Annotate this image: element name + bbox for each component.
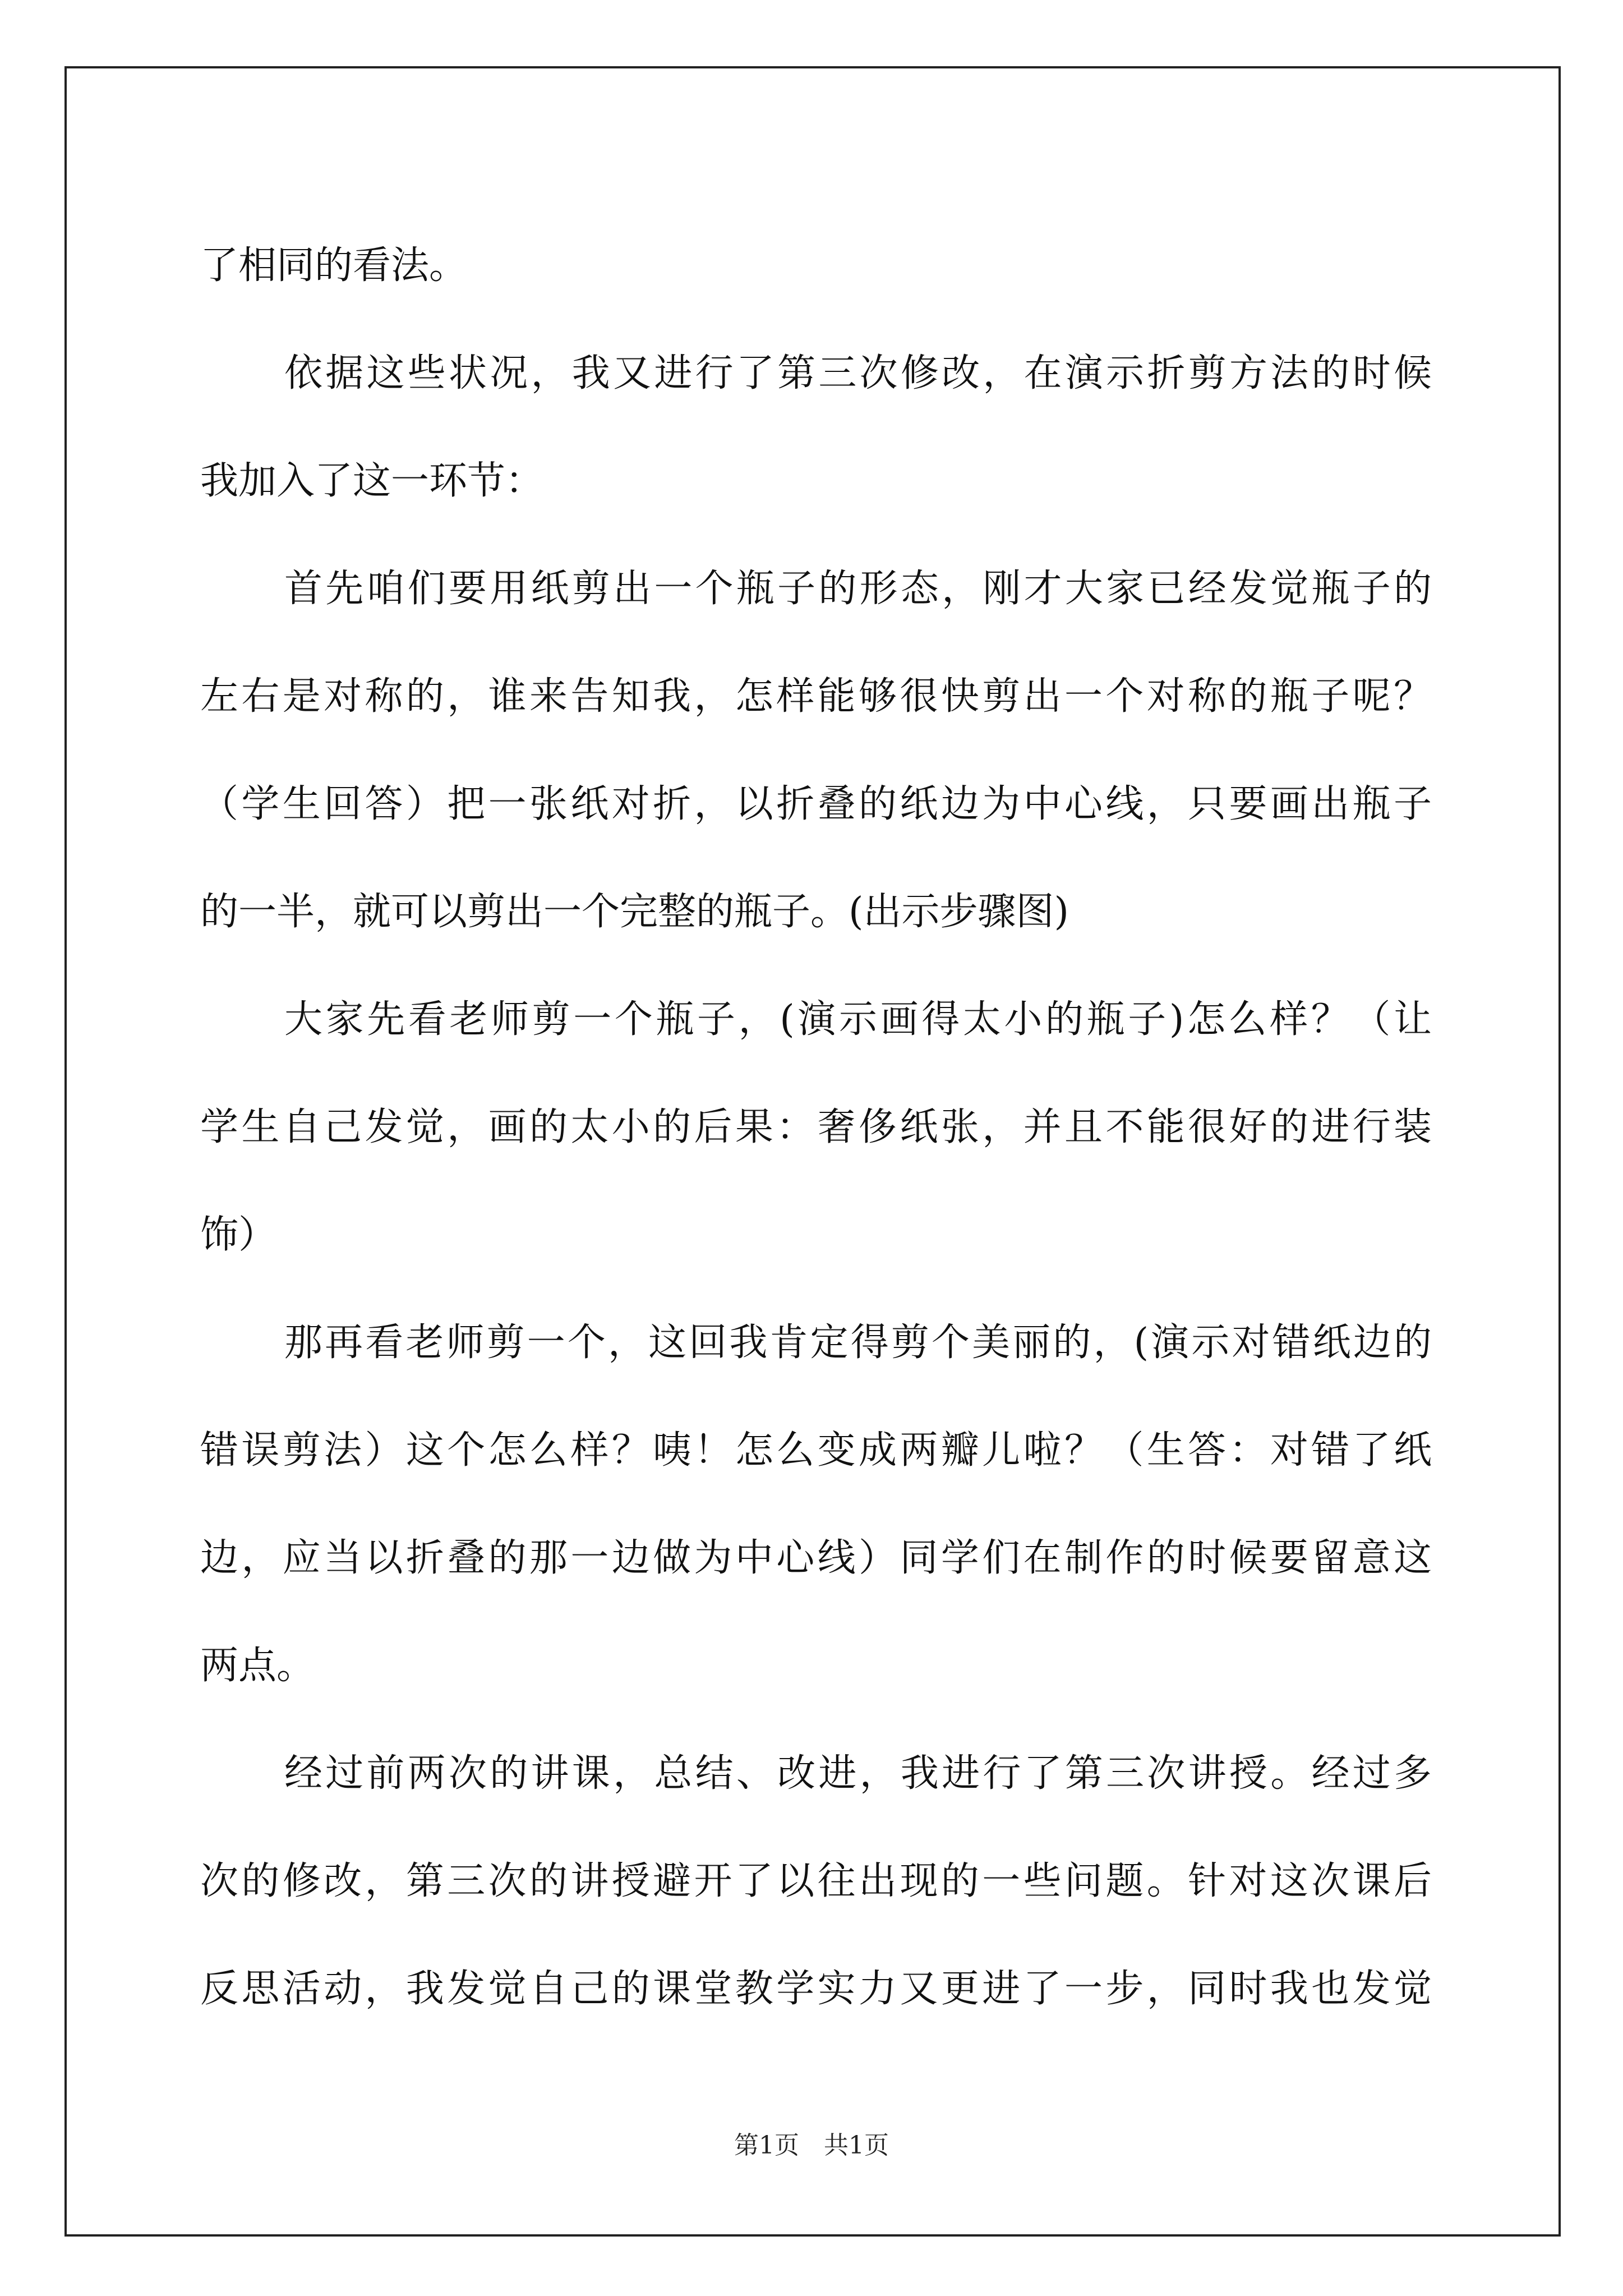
- text-line: 饰）: [200, 1213, 277, 1257]
- text-line: 反思活动，我发觉自己的课堂教学实力又更进了一步，同时我也发觉: [200, 1967, 1432, 2011]
- text-line: 依据这些状况，我又进行了第三次修改，在演示折剪方法的时候: [284, 351, 1432, 395]
- text-line: 边，应当以折叠的那一边做为中心线）同学们在制作的时候要留意这: [200, 1536, 1432, 1580]
- text-line: 了相同的看法。: [200, 243, 468, 288]
- text-line: 错误剪法）这个怎么样？咦！怎么变成两瓣儿啦？（生答：对错了纸: [200, 1428, 1432, 1473]
- text-line: 次的修改，第三次的讲授避开了以往出现的一些问题。针对这次课后: [200, 1859, 1432, 1903]
- text-line: 学生自己发觉，画的太小的后果：奢侈纸张，并且不能很好的进行装: [200, 1105, 1432, 1149]
- text-line: 大家先看老师剪一个瓶子，(演示画得太小的瓶子)怎么样？（让: [284, 997, 1432, 1042]
- text-line: 首先咱们要用纸剪出一个瓶子的形态，刚才大家已经发觉瓶子的: [284, 567, 1432, 611]
- text-line: 我加入了这一环节：: [200, 459, 544, 503]
- page-footer: 第1页 共1页: [734, 2131, 889, 2160]
- document-body: [200, 212, 1432, 2043]
- text-line: 那再看老师剪一个，这回我肯定得剪个美丽的，(演示对错纸边的: [284, 1320, 1432, 1365]
- text-line: 经过前两次的讲课，总结、改进，我进行了第三次讲授。经过多: [284, 1751, 1432, 1796]
- text-line: 的一半，就可以剪出一个完整的瓶子。(出示步骤图): [200, 890, 1069, 934]
- text-line: （学生回答）把一张纸对折，以折叠的纸边为中心线，只要画出瓶子: [200, 782, 1432, 826]
- text-line: 两点。: [200, 1644, 315, 1688]
- text-line: 左右是对称的，谁来告知我，怎样能够很快剪出一个对称的瓶子呢？: [200, 674, 1432, 719]
